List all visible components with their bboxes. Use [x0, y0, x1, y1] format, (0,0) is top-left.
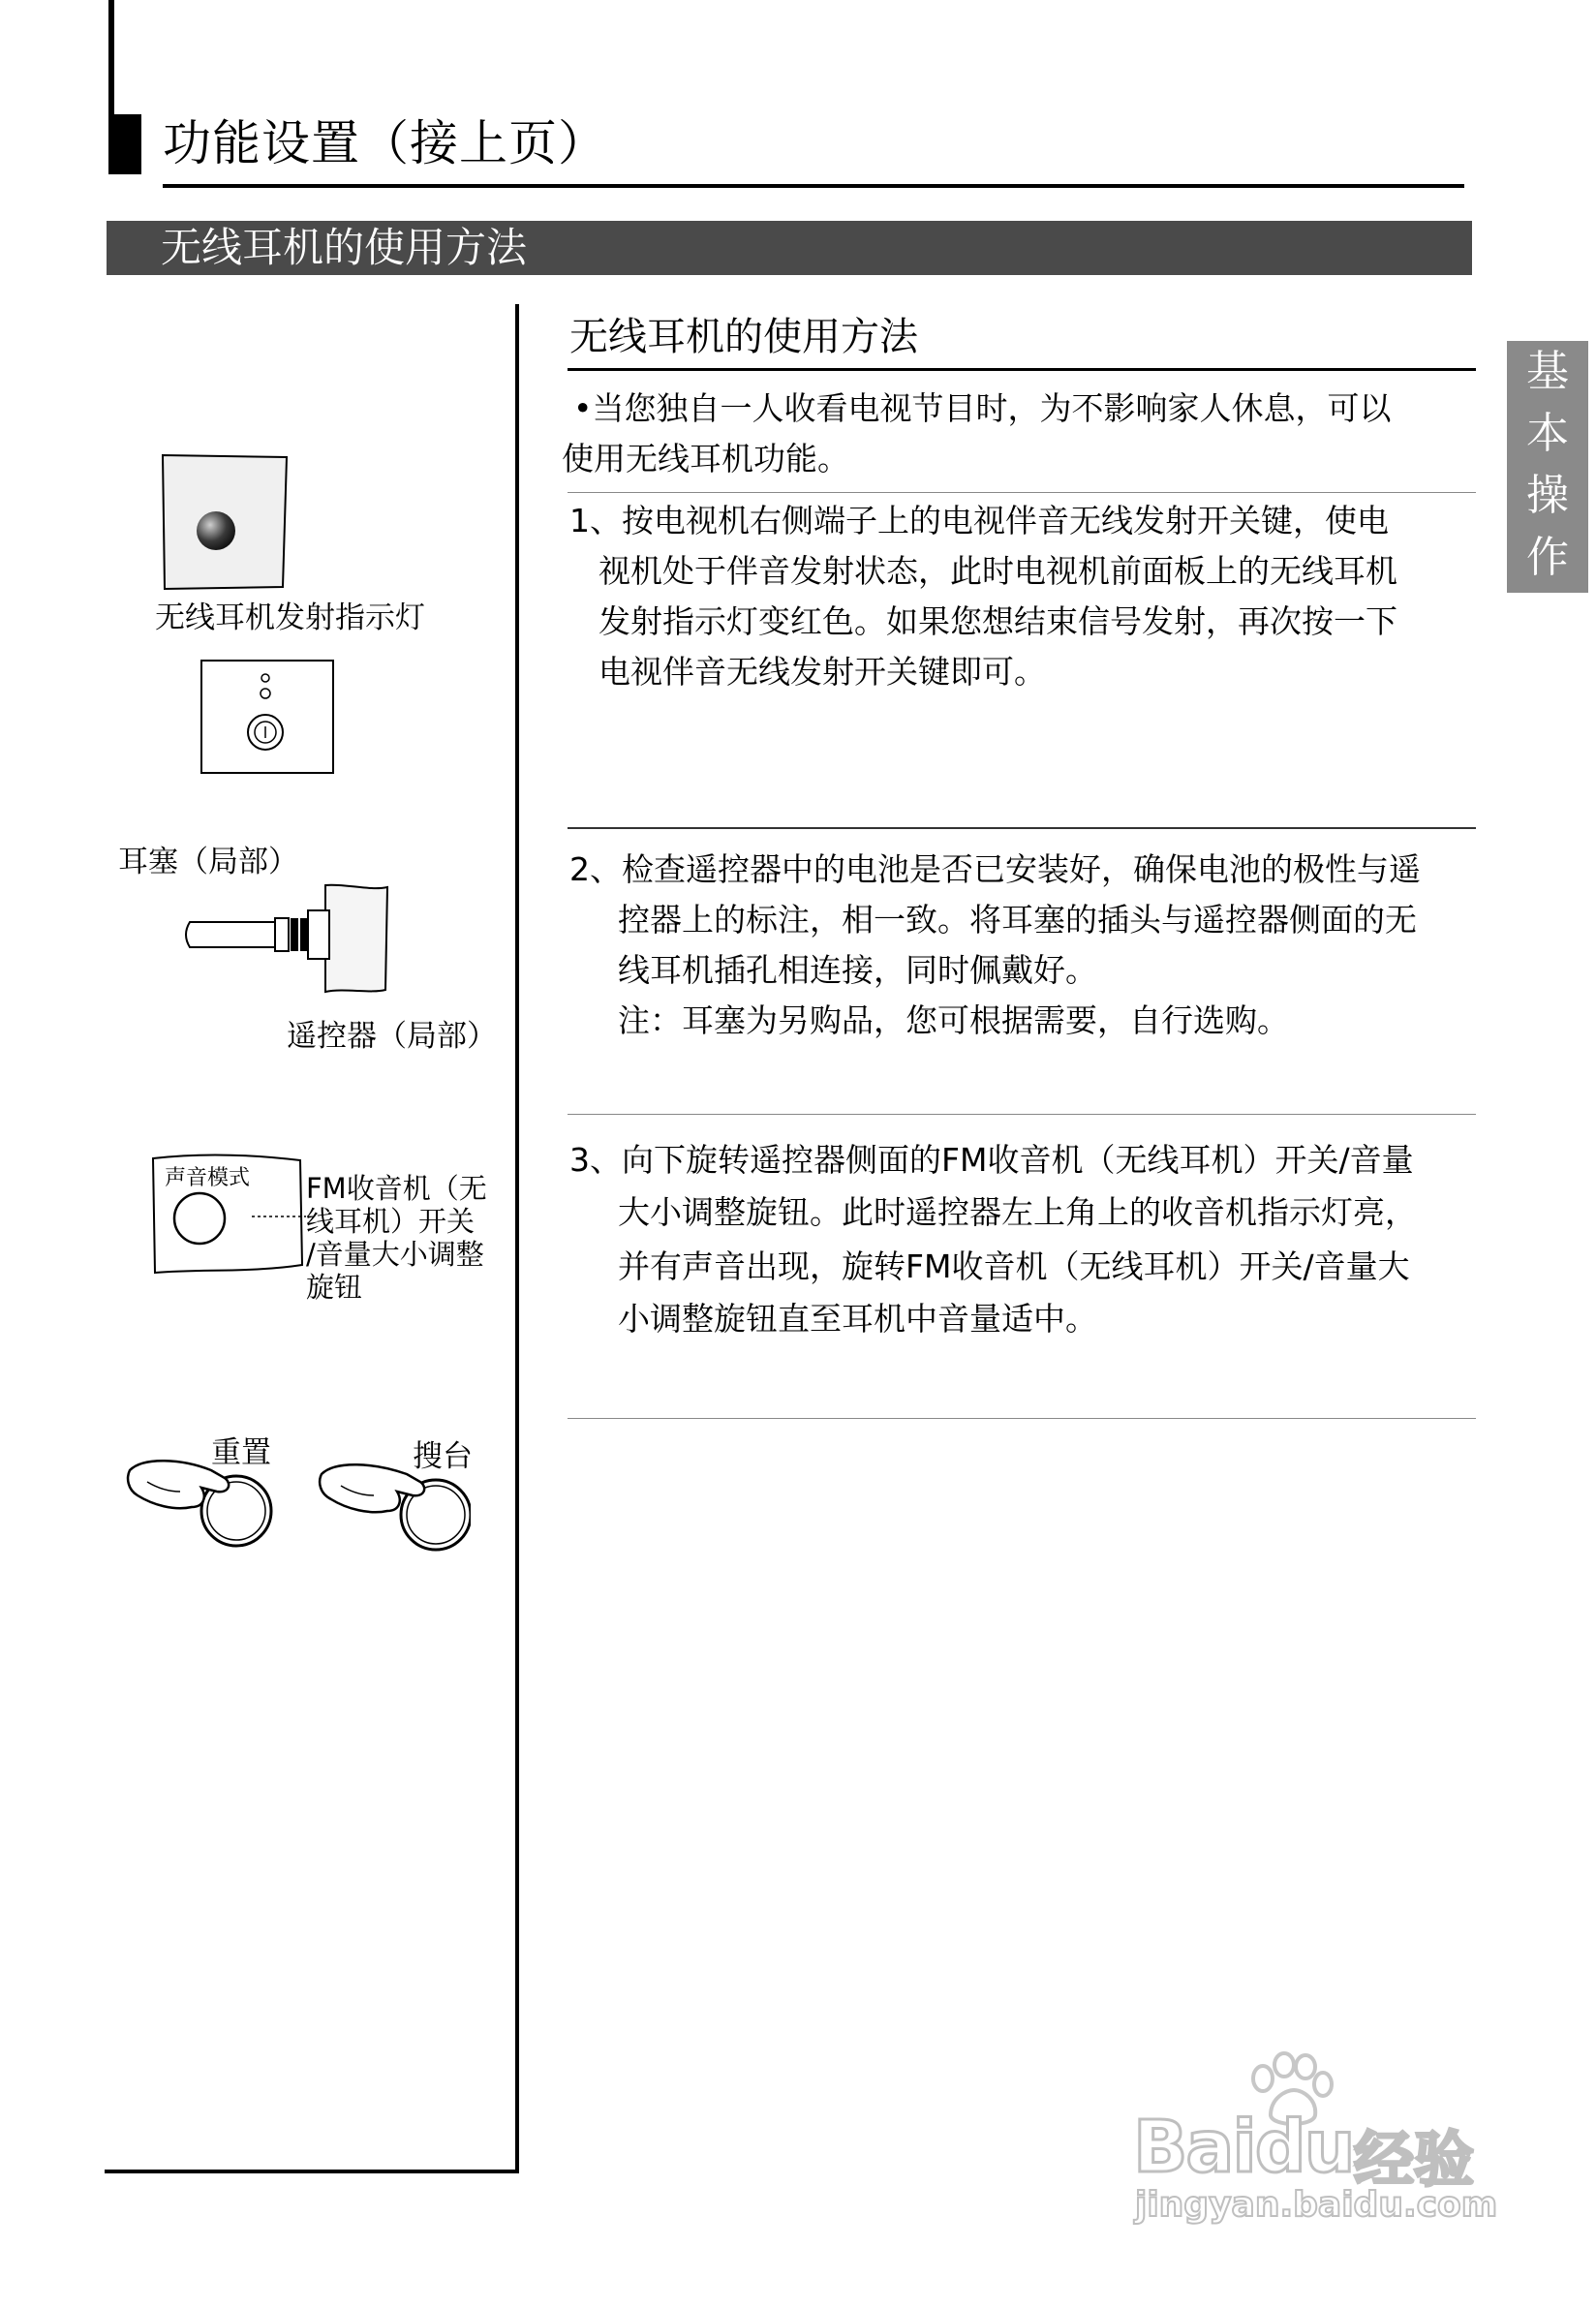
- page-title: 功能设置（接上页）: [163, 115, 607, 171]
- step-3-line: 大小调整旋钮。此时遥控器左上角上的收音机指示灯亮，: [618, 1193, 1417, 1231]
- bottom-rule: [105, 2170, 519, 2173]
- side-tab: [1507, 341, 1588, 593]
- step-3-line: 并有声音出现，旋转FM收音机（无线耳机）开关/音量大: [618, 1247, 1410, 1285]
- divider: [568, 1114, 1476, 1115]
- section-title: 无线耳机的使用方法: [161, 224, 528, 271]
- intro-line: •当您独自一人收看电视节目时，为不影响家人休息，可以: [573, 389, 1392, 427]
- title-marker-block: [108, 114, 141, 174]
- divider: [568, 1418, 1476, 1419]
- fm-knob-label: FM收音机（无: [306, 1172, 487, 1205]
- step-3-line: 3、向下旋转遥控器侧面的FM收音机（无线耳机）开关/音量: [569, 1141, 1414, 1179]
- remote-label: 遥控器（局部）: [287, 1019, 497, 1054]
- watermark-brand: [1133, 2106, 1353, 2189]
- intro-line: 使用无线耳机功能。: [562, 440, 849, 477]
- subsection-title: 无线耳机的使用方法: [569, 315, 918, 359]
- fm-knob-label: 线耳机）开关: [306, 1205, 476, 1238]
- divider: [568, 827, 1476, 829]
- step-2-line: 线耳机插孔相连接，同时佩戴好。: [618, 951, 1097, 989]
- step-1-line: 视机处于伴音发射状态，此时电视机前面板上的无线耳机: [598, 552, 1397, 590]
- section-header: [107, 221, 1472, 275]
- fm-knob-label: 旋钮: [306, 1271, 363, 1304]
- watermark-url: jingyan.baidu.com: [1135, 2185, 1498, 2225]
- reset-label: 重置: [211, 1435, 271, 1470]
- side-tab-char: 操: [1526, 471, 1569, 520]
- step-1-line: 电视伴音无线发射开关键即可。: [598, 653, 1046, 691]
- watermark-brand-b: du: [1254, 2106, 1354, 2189]
- side-tab-char: 作: [1526, 533, 1569, 582]
- earplug-remote-illustration: [180, 883, 393, 1000]
- step-1-line: 1、按电视机右侧端子上的电视伴音无线发射开关键，使电: [569, 502, 1389, 539]
- indicator-panel: [200, 659, 337, 777]
- earplug-label: 耳塞（局部）: [118, 845, 298, 879]
- step-2-note: 注：耳塞为另购品，您可根据需要，自行选购。: [618, 1001, 1289, 1039]
- watermark-brand-a: Bai: [1133, 2106, 1255, 2189]
- sound-mode-label: 声音模式: [165, 1166, 251, 1190]
- baidu-watermark: [1133, 2051, 1501, 2226]
- watermark-suffix: 经验: [1354, 2124, 1475, 2195]
- step-1-line: 发射指示灯变红色。如果您想结束信号发射，再次按一下: [598, 602, 1397, 640]
- search-label: 搜台: [413, 1439, 473, 1474]
- step-3-line: 小调整旋钮直至耳机中音量适中。: [618, 1300, 1097, 1338]
- title-marker-line: [108, 0, 114, 116]
- side-tab-char: 基: [1526, 347, 1569, 396]
- fm-knob-label: /音量大小调整: [306, 1238, 484, 1271]
- column-divider: [515, 304, 519, 2173]
- indicator-label: 无线耳机发射指示灯: [155, 600, 425, 635]
- step-2-line: 2、检查遥控器中的电池是否已安装好，确保电池的极性与遥: [569, 850, 1421, 888]
- side-tab-char: 本: [1526, 409, 1569, 458]
- subsection-underline: [568, 368, 1476, 371]
- step-2-line: 控器上的标注，相一致。将耳塞的插头与遥控器侧面的无: [618, 901, 1417, 939]
- divider: [568, 492, 1476, 493]
- tv-panel-illustration: [159, 451, 291, 593]
- title-underline: [163, 184, 1464, 188]
